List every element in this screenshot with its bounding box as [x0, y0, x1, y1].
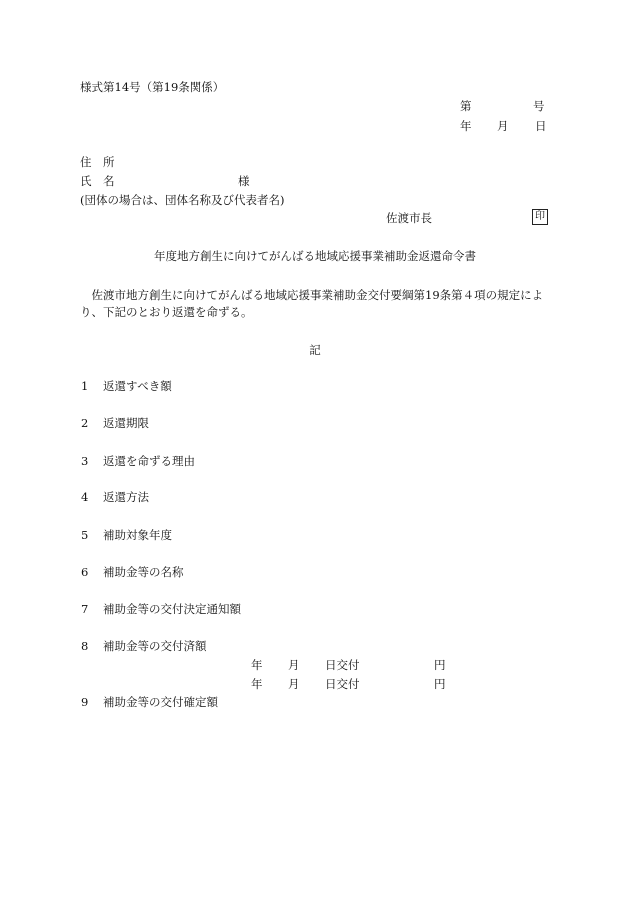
group-note: (団体の場合は、団体名称及び代表者名)	[80, 193, 285, 207]
item-label: 補助対象年度	[103, 528, 172, 542]
item-number: 9	[81, 695, 89, 709]
item-label: 補助金等の交付決定通知額	[103, 602, 241, 616]
payment-yen: 円	[434, 677, 446, 691]
item-label: 補助金等の名称	[103, 565, 184, 579]
payment-day: 日交付	[325, 677, 360, 691]
item-label: 返還期限	[103, 416, 149, 430]
ki-heading: 記	[309, 343, 321, 357]
number-go: 号	[533, 99, 545, 113]
item-number: 5	[81, 528, 89, 542]
honorific-sama: 様	[238, 174, 250, 188]
item-number: 4	[81, 490, 89, 504]
item-label: 返還方法	[103, 490, 149, 504]
item-label: 返還を命ずる理由	[103, 454, 195, 468]
document-title: 年度地方創生に向けてがんばる地域応援事業補助金返還命令書	[154, 249, 476, 263]
address-label: 住 所	[80, 155, 115, 169]
date-month: 月	[497, 119, 509, 133]
item-number: 3	[81, 454, 89, 468]
item-number: 8	[81, 639, 89, 653]
payment-yen: 円	[434, 658, 446, 672]
item-label: 返還すべき額	[103, 379, 172, 393]
item-number: 7	[81, 602, 89, 616]
seal-mark: 印	[532, 209, 548, 225]
number-dai: 第	[460, 99, 472, 113]
item-label: 補助金等の交付済額	[103, 639, 207, 653]
date-day: 日	[535, 119, 547, 133]
payment-month: 月	[288, 677, 300, 691]
payment-year: 年	[251, 658, 263, 672]
issuer-name: 佐渡市長	[386, 211, 432, 225]
form-number: 様式第14号（第19条関係）	[80, 80, 225, 94]
name-label: 氏 名	[80, 174, 115, 188]
body-paragraph: 佐渡市地方創生に向けてがんばる地域応援事業補助金交付要綱第19条第４項の規定により、下記のとおり返還を命ずる。	[80, 288, 544, 319]
item-number: 2	[81, 416, 89, 430]
payment-year: 年	[251, 677, 263, 691]
item-label: 補助金等の交付確定額	[103, 695, 218, 709]
payment-month: 月	[288, 658, 300, 672]
date-year: 年	[460, 119, 472, 133]
item-number: 1	[81, 379, 89, 393]
item-number: 6	[81, 565, 89, 579]
payment-day: 日交付	[325, 658, 360, 672]
